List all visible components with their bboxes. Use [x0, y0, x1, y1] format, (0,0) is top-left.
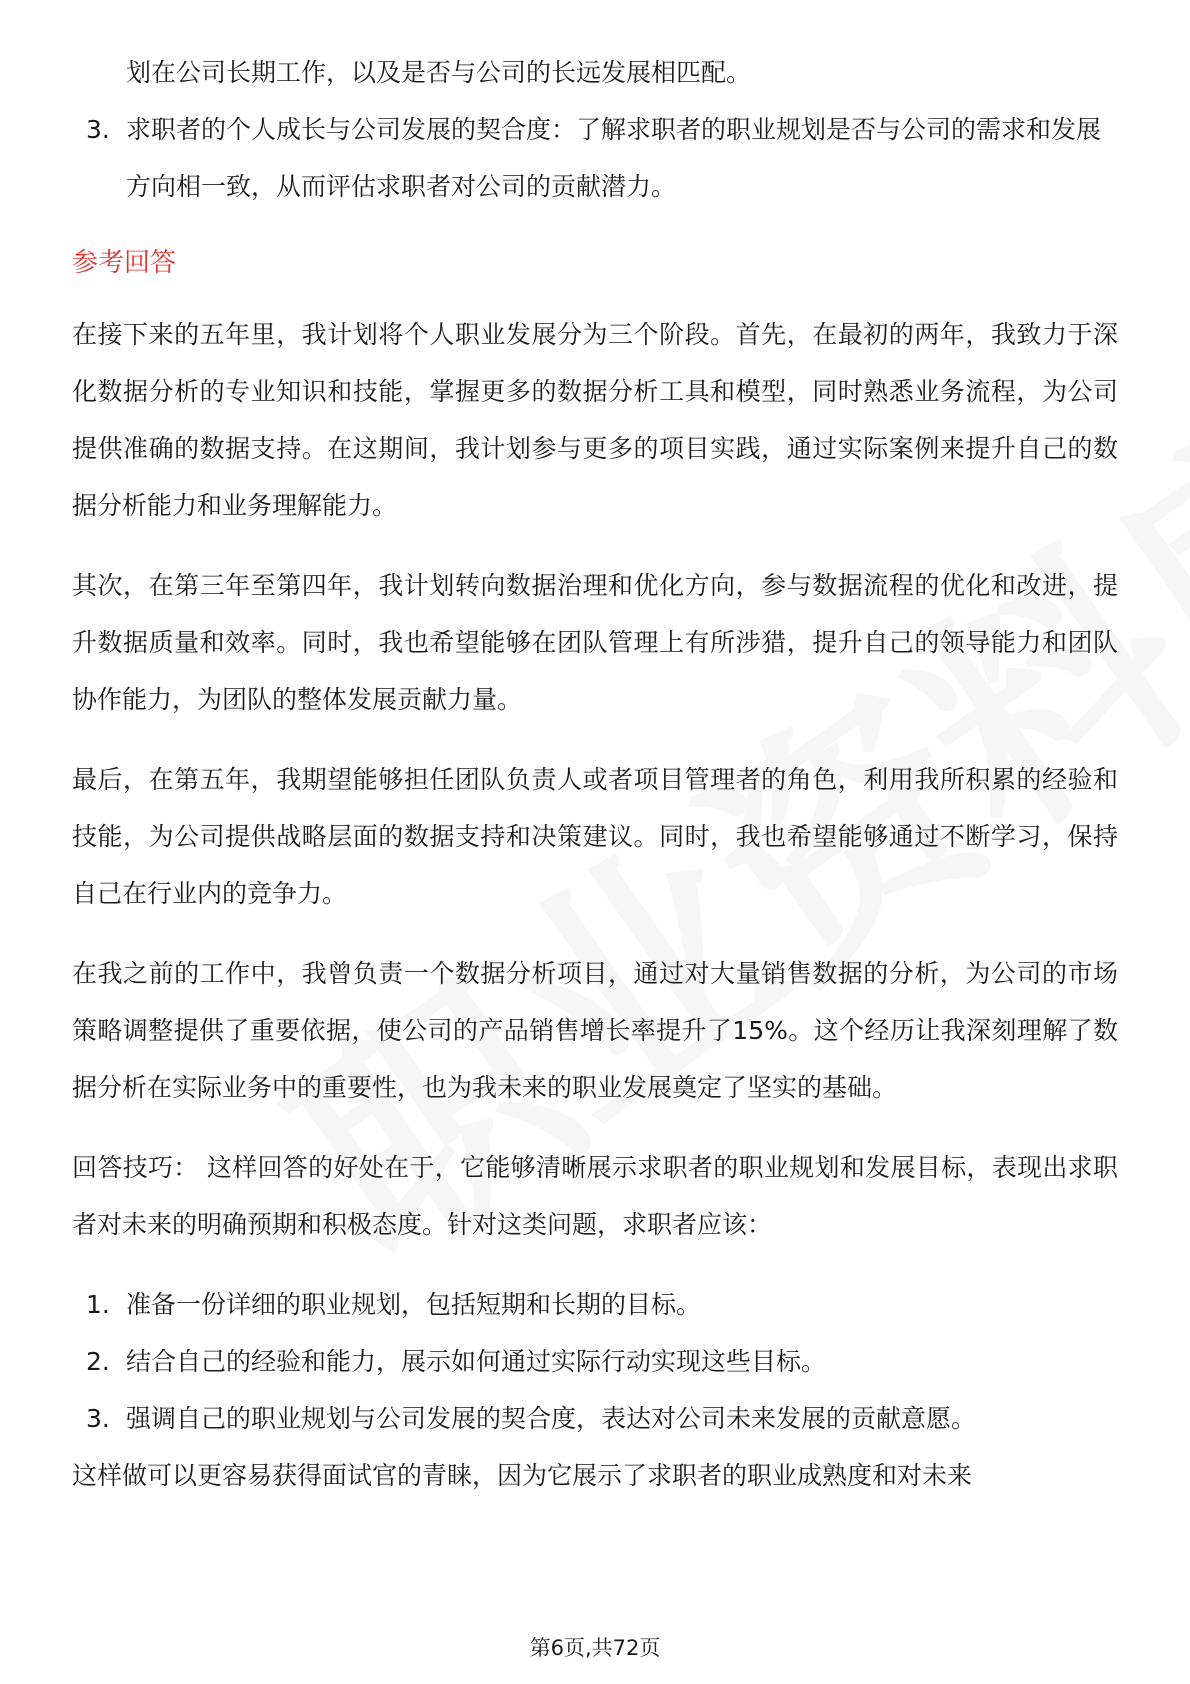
list-item-text: 结合自己的经验和能力，展示如何通过实际行动实现这些目标。 [126, 1347, 827, 1376]
paragraph: 在我之前的工作中，我曾负责一个数据分析项目，通过对大量销售数据的分析，为公司的市场策略调整提供了重要依据，使公司的产品销售增长率提升了15%。这个经历让我深刻理解了数据分析在实际业务中的重要性，也为我未来的职业发展奠定了坚实的基础。 [72, 959, 1118, 1102]
page-number: 第6页,共72页 [529, 1636, 661, 1660]
list-number: 2. [86, 1347, 110, 1376]
list-number: 3. [86, 115, 110, 144]
page-content [72, 44, 1118, 1527]
list-number: 3. [86, 1404, 110, 1433]
closing-paragraph: 这样做可以更容易获得面试官的青睐，因为它展示了求职者的职业成熟度和对未来 [72, 1461, 973, 1490]
list-item [72, 1276, 1118, 1333]
list-item [72, 1333, 1118, 1390]
list-continuation: 划在公司长期工作，以及是否与公司的长远发展相匹配。 [126, 58, 752, 87]
section-title: 参考回答 [72, 248, 177, 278]
list-item [72, 101, 1118, 215]
paragraph: 其次，在第三年至第四年，我计划转向数据治理和优化方向，参与数据流程的优化和改进，提升数据质量和效率。同时，我也希望能够在团队管理上有所涉猎，提升自己的领导能力和团队协作能力，为团队的整体发展贡献力量。 [72, 571, 1118, 714]
list-item-text: 强调自己的职业规划与公司发展的契合度，表达对公司未来发展的贡献意愿。 [126, 1404, 977, 1433]
intro-list [72, 101, 1118, 215]
list-number: 1. [86, 1290, 110, 1319]
paragraph: 最后，在第五年，我期望能够担任团队负责人或者项目管理者的角色，利用我所积累的经验和技能，为公司提供战略层面的数据支持和决策建议。同时，我也希望能够通过不断学习，保持自己在行业内的竞争力。 [72, 765, 1118, 908]
list-item [72, 1390, 1118, 1447]
paragraph: 在接下来的五年里，我计划将个人职业发展分为三个阶段。首先，在最初的两年，我致力于深化数据分析的专业知识和技能，掌握更多的数据分析工具和模型，同时熟悉业务流程，为公司提供准确的数据支持。在这期间，我计划参与更多的项目实践，通过实际案例来提升自己的数据分析能力和业务理解能力。 [72, 320, 1118, 520]
list-item-text: 求职者的个人成长与公司发展的契合度：了解求职者的职业规划是否与公司的需求和发展方向相一致，从而评估求职者对公司的贡献潜力。 [126, 115, 1102, 201]
tips-intro: 回答技巧： 这样回答的好处在于，它能够清晰展示求职者的职业规划和发展目标，表现出求职者对未来的明确预期和积极态度。针对这类问题，求职者应该： [72, 1153, 1118, 1239]
tips-list [72, 1276, 1118, 1447]
list-item-text: 准备一份详细的职业规划，包括短期和长期的目标。 [126, 1290, 702, 1319]
